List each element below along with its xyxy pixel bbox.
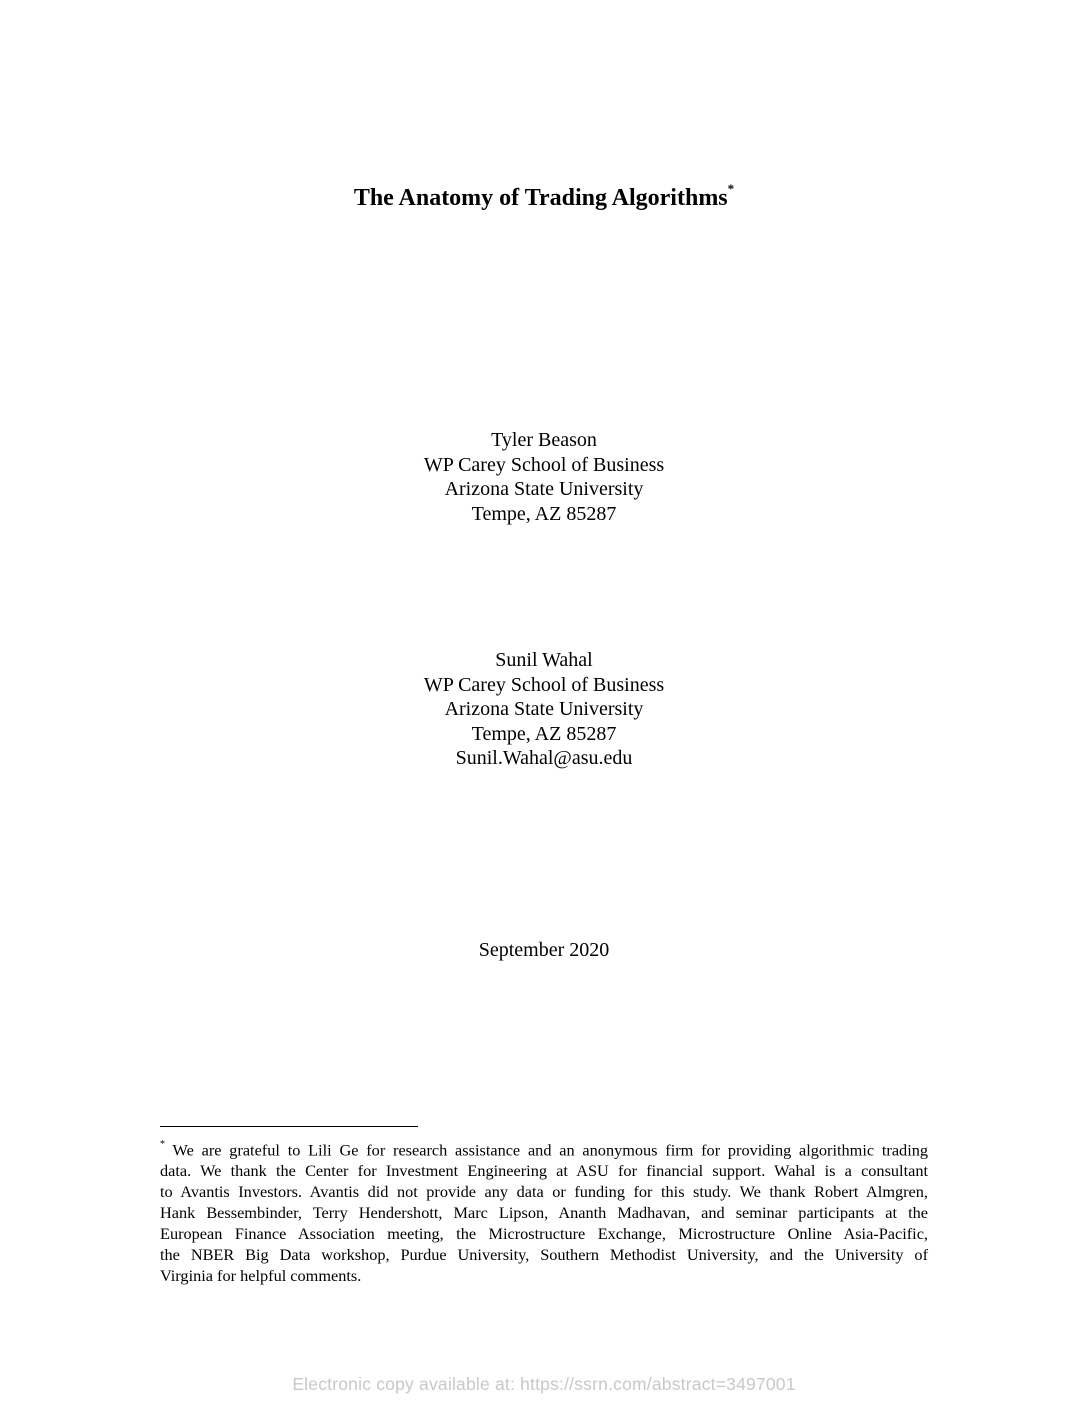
paper-date: September 2020 [478,939,610,961]
author-university: Arizona State University [444,478,644,500]
author-email: Sunil.Wahal@asu.edu [455,747,633,769]
author-school: WP Carey School of Business [423,673,665,696]
author-block-1 [0,428,1088,526]
paper-title-text: The Anatomy of Trading Algorithms [353,185,728,211]
footnote-line-text: We are grateful to Lili Ge for research assistance and an anonymous firm for providing algorithmic trading [165,1140,928,1160]
footnote-line [160,1136,928,1160]
title-footnote-marker: * [727,181,735,196]
footnote-marker: * [160,1139,165,1150]
footnote-line: to Avantis Investors. Avantis did not provide any data or funding for this study. We thank Robert Almgren, [160,1182,928,1202]
footnote-line: Virginia for helpful comments. [160,1266,362,1286]
author-name: Tyler Beason [491,429,597,451]
paper-title [0,176,1088,214]
footnote-divider [160,1126,418,1127]
footnote-line: data. We thank the Center for Investment Engineering at ASU for financial support. Wahal is a consultant [160,1161,928,1181]
footnote-line: the NBER Big Data workshop, Purdue University, Southern Methodist University, and the University of [160,1245,928,1265]
footnote-line: Hank Bessembinder, Terry Hendershott, Marc Lipson, Ananth Madhavan, and seminar participants at the [160,1203,928,1223]
footnote [160,1136,928,1286]
author-location: Tempe, AZ 85287 [471,502,617,525]
author-name: Sunil Wahal [495,649,593,671]
ssrn-watermark: Electronic copy available at: https://ssrn.com/abstract=3497001 [292,1374,796,1394]
author-university: Arizona State University [444,698,644,720]
author-school: WP Carey School of Business [423,453,665,476]
author-location: Tempe, AZ 85287 [471,722,617,745]
footnote-line: European Finance Association meeting, the Microstructure Exchange, Microstructure Online Asia-Pacific, [160,1224,928,1244]
author-block-2 [0,648,1088,771]
